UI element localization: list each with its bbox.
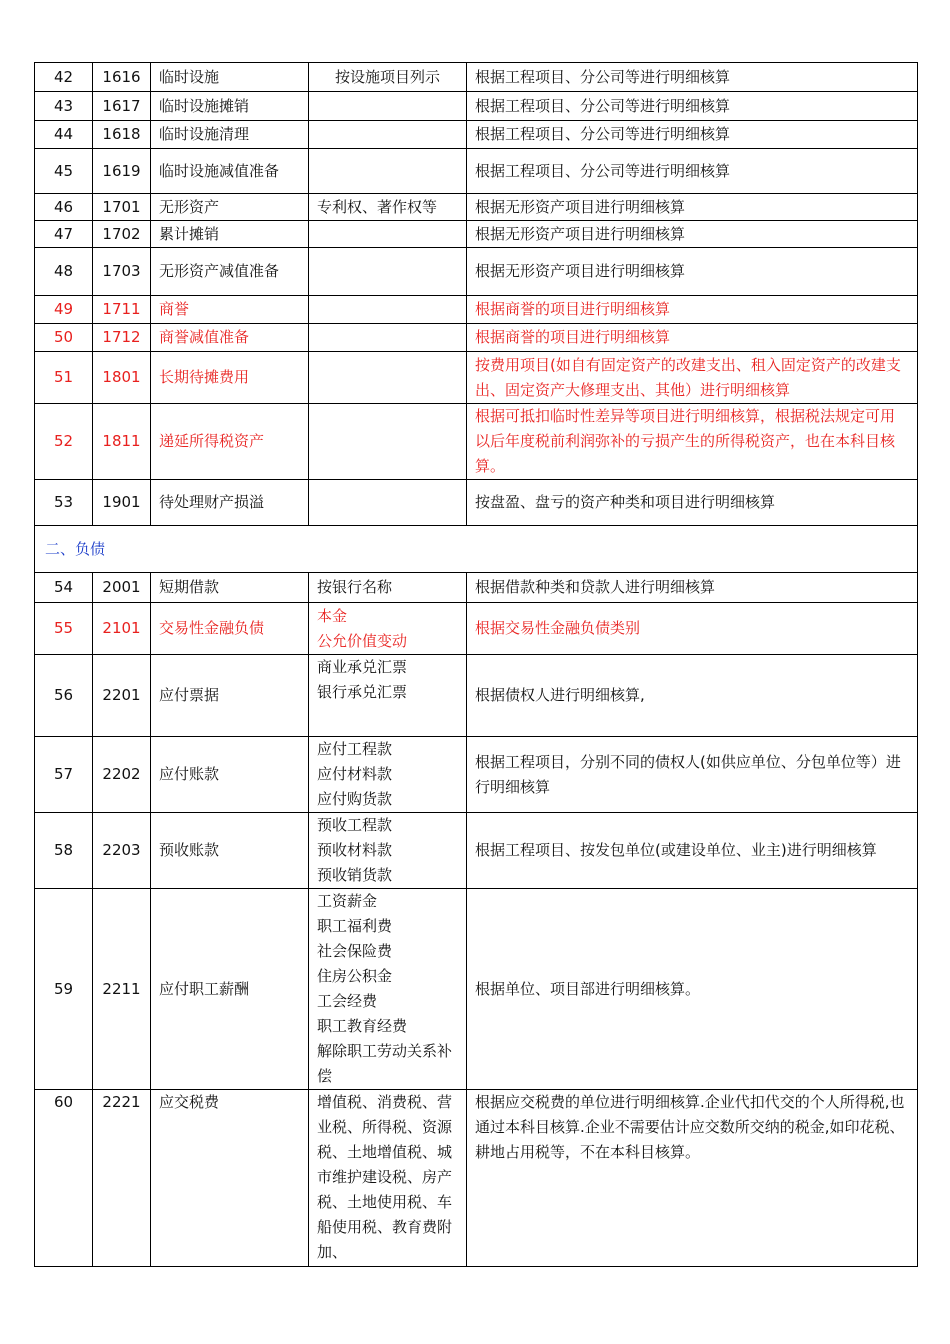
row-number: 53 [35, 480, 93, 526]
table-row [35, 221, 918, 248]
table-row [35, 889, 918, 1090]
detail-item: 银行承兑汇票 [317, 683, 408, 701]
row-number: 44 [35, 121, 93, 149]
account-name: 长期待摊费用 [151, 352, 309, 404]
detail-items [309, 352, 467, 404]
row-number: 45 [35, 149, 93, 194]
detail-item: 应付材料款 [317, 765, 393, 783]
detail-item: 预收材料款 [317, 841, 393, 859]
account-name: 交易性金融负债 [151, 603, 309, 655]
account-code: 1901 [93, 480, 151, 526]
accounting-method: 根据债权人进行明细核算, [467, 655, 918, 737]
account-name: 待处理财产损溢 [151, 480, 309, 526]
detail-item: 本金 [317, 606, 348, 625]
account-name: 无形资产减值准备 [151, 248, 309, 296]
row-number: 42 [35, 63, 93, 92]
table-row [35, 1090, 918, 1267]
detail-item: 解除职工劳动关系补偿 [317, 1042, 453, 1085]
row-number: 51 [35, 352, 93, 404]
table-row [35, 92, 918, 121]
table-row [35, 352, 918, 404]
account-code: 1617 [93, 92, 151, 121]
accounting-method: 根据商誉的项目进行明细核算 [467, 296, 918, 324]
accounting-method: 根据借款种类和贷款人进行明细核算 [467, 573, 918, 603]
account-code: 1702 [93, 221, 151, 248]
table-row [35, 655, 918, 737]
detail-items: 增值税、消费税、营业税、所得税、资源税、土地增值税、城市维护建设税、房产税、土地使用税、车船使用税、教育费附加、 [309, 1090, 467, 1267]
detail-item: 商业承兑汇票 [317, 658, 408, 676]
table-row [35, 248, 918, 296]
accounting-method: 根据工程项目、分公司等进行明细核算 [467, 63, 918, 92]
accounting-method: 根据工程项目、按发包单位(或建设单位、业主)进行明细核算 [467, 813, 918, 889]
row-number: 52 [35, 404, 93, 480]
table-row [35, 296, 918, 324]
account-name: 临时设施减值准备 [151, 149, 309, 194]
table-row [35, 121, 918, 149]
account-name: 应付票据 [151, 655, 309, 737]
account-code: 2101 [93, 603, 151, 655]
account-name: 短期借款 [151, 573, 309, 603]
row-number: 60 [35, 1090, 93, 1267]
account-name: 预收账款 [151, 813, 309, 889]
detail-items: 按银行名称 [309, 573, 467, 603]
accounting-method: 根据无形资产项目进行明细核算 [467, 221, 918, 248]
account-code: 1616 [93, 63, 151, 92]
accounting-method: 根据工程项目、分公司等进行明细核算 [467, 92, 918, 121]
table-row [35, 149, 918, 194]
section-heading-liabilities: 二、负债 [35, 526, 918, 573]
detail-items: 专利权、著作权等 [309, 194, 467, 221]
detail-items [309, 480, 467, 526]
accounting-method: 根据无形资产项目进行明细核算 [467, 248, 918, 296]
accounting-method: 按费用项目(如自有固定资产的改建支出、租入固定资产的改建支出、固定资产大修理支出、其他）进行明细核算 [467, 352, 918, 404]
account-code: 1801 [93, 352, 151, 404]
detail-items [309, 296, 467, 324]
detail-items [309, 889, 467, 1090]
accounting-method: 根据工程项目、分公司等进行明细核算 [467, 149, 918, 194]
account-name: 临时设施清理 [151, 121, 309, 149]
row-number: 43 [35, 92, 93, 121]
detail-items [309, 121, 467, 149]
account-code: 1711 [93, 296, 151, 324]
account-name: 应付职工薪酬 [151, 889, 309, 1090]
detail-item: 工资薪金 [317, 892, 378, 910]
detail-items [309, 813, 467, 889]
account-name: 无形资产 [151, 194, 309, 221]
section-row [35, 526, 918, 573]
accounting-method: 根据单位、项目部进行明细核算。 [467, 889, 918, 1090]
row-number: 46 [35, 194, 93, 221]
accounting-method: 根据应交税费的单位进行明细核算.企业代扣代交的个人所得税,也通过本科目核算.企业不需要估计应交数所交纳的税金,如印花税、耕地占用税等，不在本科目核算。 [467, 1090, 918, 1267]
accounting-method: 根据无形资产项目进行明细核算 [467, 194, 918, 221]
row-number: 54 [35, 573, 93, 603]
account-code: 2211 [93, 889, 151, 1090]
accounting-method: 按盘盈、盘亏的资产种类和项目进行明细核算 [467, 480, 918, 526]
accounting-method: 根据可抵扣临时性差异等项目进行明细核算，根据税法规定可用以后年度税前利润弥补的亏损产生的所得税资产，也在本科目核算。 [467, 404, 918, 480]
table-row [35, 737, 918, 813]
detail-item: 工会经费 [317, 992, 378, 1010]
account-code: 1712 [93, 324, 151, 352]
account-code: 1703 [93, 248, 151, 296]
table-row [35, 603, 918, 655]
detail-items [309, 404, 467, 480]
row-number: 49 [35, 296, 93, 324]
detail-items [309, 221, 467, 248]
accounting-method: 根据工程项目，分别不同的债权人(如供应单位、分包单位等）进行明细核算 [467, 737, 918, 813]
detail-items [309, 737, 467, 813]
account-name: 商誉 [151, 296, 309, 324]
account-table [34, 62, 918, 1267]
detail-item: 预收销货款 [317, 866, 393, 884]
table-row [35, 404, 918, 480]
detail-items [309, 324, 467, 352]
row-number: 55 [35, 603, 93, 655]
detail-item: 应付购货款 [317, 790, 393, 808]
row-number: 47 [35, 221, 93, 248]
account-name: 应付账款 [151, 737, 309, 813]
detail-item: 职工教育经费 [317, 1017, 408, 1035]
accounting-method: 根据交易性金融负债类别 [467, 603, 918, 655]
account-name: 临时设施摊销 [151, 92, 309, 121]
detail-item: 社会保险费 [317, 942, 393, 960]
accounting-method: 根据工程项目、分公司等进行明细核算 [467, 121, 918, 149]
account-code: 1619 [93, 149, 151, 194]
account-code: 2001 [93, 573, 151, 603]
detail-items [309, 92, 467, 121]
detail-items [309, 603, 467, 655]
detail-items [309, 248, 467, 296]
detail-item: 应付工程款 [317, 740, 393, 758]
table-row [35, 194, 918, 221]
account-code: 2201 [93, 655, 151, 737]
detail-items [309, 655, 467, 737]
account-name: 递延所得税资产 [151, 404, 309, 480]
detail-items [309, 149, 467, 194]
account-code: 1701 [93, 194, 151, 221]
table-row [35, 480, 918, 526]
row-number: 58 [35, 813, 93, 889]
detail-item: 职工福利费 [317, 917, 393, 935]
account-code: 2221 [93, 1090, 151, 1267]
detail-item: 公允价值变动 [317, 631, 408, 650]
detail-items: 按设施项目列示 [309, 63, 467, 92]
detail-item: 预收工程款 [317, 816, 393, 834]
account-code: 1618 [93, 121, 151, 149]
account-name: 商誉减值准备 [151, 324, 309, 352]
row-number: 57 [35, 737, 93, 813]
accounting-method: 根据商誉的项目进行明细核算 [467, 324, 918, 352]
account-name: 临时设施 [151, 63, 309, 92]
account-code: 2202 [93, 737, 151, 813]
row-number: 59 [35, 889, 93, 1090]
table-row [35, 63, 918, 92]
detail-item: 住房公积金 [317, 967, 393, 985]
account-name: 累计摊销 [151, 221, 309, 248]
table-row [35, 573, 918, 603]
row-number: 48 [35, 248, 93, 296]
table-row [35, 813, 918, 889]
row-number: 50 [35, 324, 93, 352]
account-name: 应交税费 [151, 1090, 309, 1267]
account-code: 1811 [93, 404, 151, 480]
table-row [35, 324, 918, 352]
row-number: 56 [35, 655, 93, 737]
account-code: 2203 [93, 813, 151, 889]
